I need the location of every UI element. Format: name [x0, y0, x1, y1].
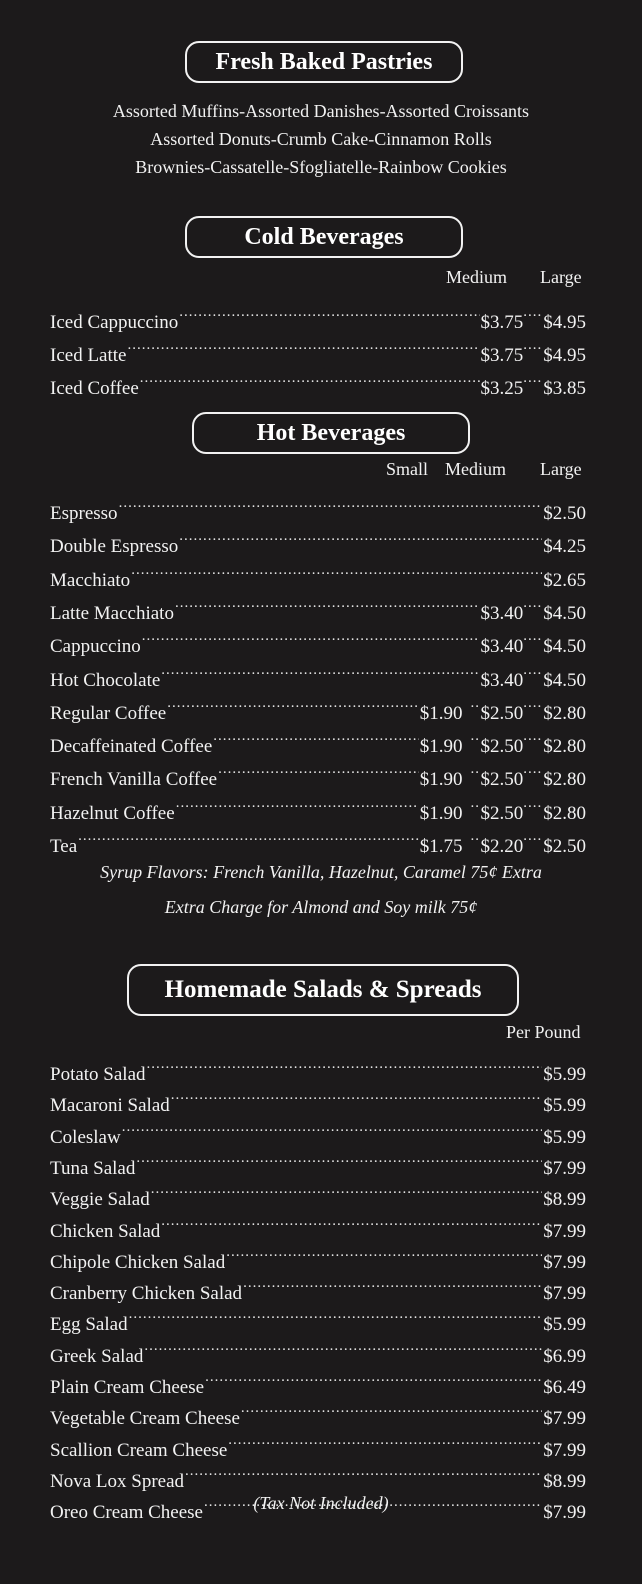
menu-item-row — [50, 487, 586, 524]
price-large: $2.50 — [543, 503, 586, 524]
menu-item-row — [50, 620, 586, 658]
price-per-pound: $5.99 — [543, 1314, 586, 1336]
price-per-pound: $7.99 — [543, 1283, 586, 1305]
dot-leader — [471, 753, 481, 785]
price-large: $2.80 — [543, 802, 586, 824]
menu-item-row — [50, 820, 586, 857]
dot-leader — [471, 787, 481, 819]
menu-item-row — [50, 1236, 586, 1273]
price-medium: $2.20 — [480, 836, 524, 857]
menu-item-row — [50, 1111, 586, 1148]
price-per-pound: $7.99 — [543, 1251, 586, 1273]
item-name: Chicken Salad — [50, 1220, 161, 1242]
milk-note: Extra Charge for Almond and Soy milk 75¢ — [164, 897, 478, 917]
column-header-per-pound: Per Pound — [506, 1022, 581, 1042]
menu-item-row — [50, 1205, 586, 1242]
item-name: Hot Chocolate — [50, 669, 161, 691]
menu-item-row — [50, 362, 586, 399]
dot-leader — [213, 720, 418, 752]
menu-item-row — [50, 1298, 586, 1336]
dot-leader — [142, 620, 480, 652]
price-large: $4.25 — [543, 536, 586, 558]
dot-leader — [176, 787, 419, 819]
dot-leader — [144, 1330, 542, 1362]
tax-note: (Tax Not Included) — [253, 1493, 389, 1513]
item-name: Potato Salad — [50, 1064, 146, 1085]
dot-leader — [119, 487, 543, 519]
column-header-medium: Medium — [446, 267, 507, 287]
pastries-list — [0, 97, 642, 181]
item-name: Oreo Cream Cheese — [50, 1502, 203, 1524]
menu-item-row — [50, 1424, 586, 1461]
dot-leader — [523, 620, 543, 652]
price-medium: $2.50 — [480, 769, 524, 791]
price-large: $3.85 — [543, 378, 586, 399]
menu-item-row — [50, 587, 586, 624]
item-name: Decaffeinated Coffee — [50, 736, 213, 758]
price-per-pound: $7.99 — [543, 1439, 586, 1461]
dot-leader — [175, 587, 480, 619]
dot-leader — [523, 362, 543, 394]
column-header-large: Large — [540, 459, 582, 479]
dot-leader — [241, 1392, 542, 1424]
price-medium: $3.40 — [480, 669, 524, 691]
price-large: $2.80 — [543, 702, 586, 724]
dot-leader — [523, 753, 543, 785]
dot-leader — [127, 329, 479, 361]
menu-item-row — [50, 296, 586, 333]
dot-leader — [523, 587, 543, 619]
dot-leader — [523, 820, 543, 852]
menu-item-row — [50, 1361, 586, 1398]
item-name: Coleslaw — [50, 1126, 121, 1148]
menu-item-row — [50, 1330, 586, 1367]
price-per-pound: $5.99 — [543, 1095, 586, 1117]
menu-item-row — [50, 687, 586, 724]
price-large: $4.95 — [543, 345, 586, 366]
menu-item-row — [50, 787, 586, 824]
dot-leader — [129, 1298, 543, 1330]
item-name: Double Espresso — [50, 536, 179, 558]
menu-item-row — [50, 753, 586, 791]
item-name: Cranberry Chicken Salad — [50, 1283, 243, 1305]
price-per-pound: $5.99 — [543, 1064, 586, 1085]
menu-item-row — [50, 1079, 586, 1117]
menu-item-row — [50, 720, 586, 758]
item-name: Iced Coffee — [50, 378, 139, 399]
section-title-pastries: Fresh Baked Pastries — [185, 41, 463, 83]
dot-leader — [523, 329, 543, 361]
menu-item-row — [50, 520, 586, 558]
item-name: Tea — [50, 836, 78, 857]
dot-leader — [179, 296, 479, 328]
dot-leader — [205, 1361, 542, 1393]
item-name: Chipole Chicken Salad — [50, 1251, 226, 1273]
dot-leader — [471, 720, 481, 752]
item-name: Nova Lox Spread — [50, 1470, 185, 1492]
section-title-cold-beverages: Cold Beverages — [185, 216, 463, 258]
dot-leader — [218, 753, 419, 785]
item-name: Espresso — [50, 503, 118, 524]
dot-leader — [161, 1205, 542, 1237]
price-medium: $3.40 — [480, 602, 524, 624]
price-per-pound: $6.49 — [543, 1377, 586, 1398]
price-per-pound: $6.99 — [543, 1345, 586, 1367]
menu-item-row — [50, 554, 586, 591]
price-large: $2.80 — [543, 769, 586, 791]
price-per-pound: $5.99 — [543, 1126, 586, 1148]
price-large: $4.95 — [543, 312, 586, 333]
item-name: Iced Cappuccino — [50, 312, 179, 333]
item-name: Regular Coffee — [50, 702, 167, 724]
price-small: $1.90 — [419, 769, 463, 791]
price-per-pound: $8.99 — [543, 1189, 586, 1211]
price-medium: $3.40 — [480, 636, 524, 658]
dot-leader — [243, 1267, 542, 1299]
menu-item-row — [50, 1392, 586, 1430]
price-small: $1.90 — [419, 802, 463, 824]
menu-item-row — [50, 329, 586, 366]
column-header-large: Large — [540, 267, 582, 287]
price-medium: $2.50 — [480, 736, 524, 758]
pastries-line: Brownies-Cassatelle-Sfogliatelle-Rainbow Cookies — [135, 157, 507, 177]
dot-leader — [140, 362, 480, 394]
item-name: Latte Macchiato — [50, 602, 174, 624]
dot-leader — [167, 687, 419, 719]
dot-leader — [523, 654, 543, 686]
dot-leader — [523, 687, 543, 719]
column-header-small: Small — [386, 459, 429, 479]
price-per-pound: $7.99 — [543, 1157, 586, 1179]
item-name: Iced Latte — [50, 345, 127, 366]
item-name: Plain Cream Cheese — [50, 1377, 205, 1398]
menu-item-row — [50, 1267, 586, 1305]
price-large: $2.80 — [543, 736, 586, 758]
pastries-line: Assorted Donuts-Crumb Cake-Cinnamon Rolls — [150, 129, 492, 149]
price-medium: $2.50 — [480, 802, 524, 824]
section-title-hot-beverages: Hot Beverages — [192, 412, 470, 454]
price-large: $2.50 — [543, 836, 586, 857]
dot-leader — [147, 1048, 543, 1080]
dot-leader — [136, 1142, 542, 1174]
price-small: $1.90 — [419, 736, 463, 758]
dot-leader — [179, 520, 542, 552]
dot-leader — [523, 720, 543, 752]
price-medium: $3.25 — [480, 378, 524, 399]
price-per-pound: $8.99 — [543, 1470, 586, 1492]
dot-leader — [122, 1111, 543, 1143]
price-per-pound: $7.99 — [543, 1408, 586, 1430]
syrup-note: Syrup Flavors: French Vanilla, Hazelnut, Caramel 75¢ Extra — [100, 862, 542, 882]
price-medium: $3.75 — [480, 345, 524, 366]
dot-leader — [228, 1424, 542, 1456]
item-name: Tuna Salad — [50, 1157, 136, 1179]
menu-item-row — [50, 654, 586, 691]
menu-item-row — [50, 1048, 586, 1085]
item-name: Hazelnut Coffee — [50, 802, 175, 824]
dot-leader — [185, 1455, 542, 1487]
dot-leader — [523, 296, 543, 328]
dot-leader — [151, 1173, 543, 1205]
item-name: Macaroni Salad — [50, 1095, 170, 1117]
dot-leader — [161, 654, 479, 686]
item-name: Greek Salad — [50, 1345, 144, 1367]
price-per-pound: $7.99 — [543, 1502, 586, 1524]
dot-leader — [131, 554, 542, 586]
price-small: $1.75 — [419, 836, 463, 857]
dot-leader — [471, 820, 481, 852]
price-small: $1.90 — [419, 702, 463, 724]
price-per-pound: $7.99 — [543, 1220, 586, 1242]
price-large: $4.50 — [543, 669, 586, 691]
menu-item-row — [50, 1455, 586, 1492]
item-name: Vegetable Cream Cheese — [50, 1408, 240, 1430]
item-name: Veggie Salad — [50, 1189, 150, 1211]
price-medium: $3.75 — [480, 312, 524, 333]
column-header-medium: Medium — [445, 459, 506, 479]
dot-leader — [78, 820, 419, 852]
price-large: $2.65 — [543, 569, 586, 591]
dot-leader — [471, 687, 481, 719]
item-name: Scallion Cream Cheese — [50, 1439, 228, 1461]
pastries-line: Assorted Muffins-Assorted Danishes-Assorted Croissants — [112, 101, 530, 121]
dot-leader — [523, 787, 543, 819]
dot-leader — [171, 1079, 542, 1111]
price-medium: $2.50 — [480, 702, 524, 724]
dot-leader — [226, 1236, 542, 1268]
item-name: Cappuccino — [50, 636, 141, 658]
price-large: $4.50 — [543, 602, 586, 624]
menu-item-row — [50, 1142, 586, 1179]
price-large: $4.50 — [543, 636, 586, 658]
item-name: Egg Salad — [50, 1314, 128, 1336]
menu-item-row — [50, 1173, 586, 1211]
item-name: French Vanilla Coffee — [50, 769, 218, 791]
item-name: Macchiato — [50, 569, 131, 591]
section-title-salads: Homemade Salads & Spreads — [127, 964, 519, 1016]
